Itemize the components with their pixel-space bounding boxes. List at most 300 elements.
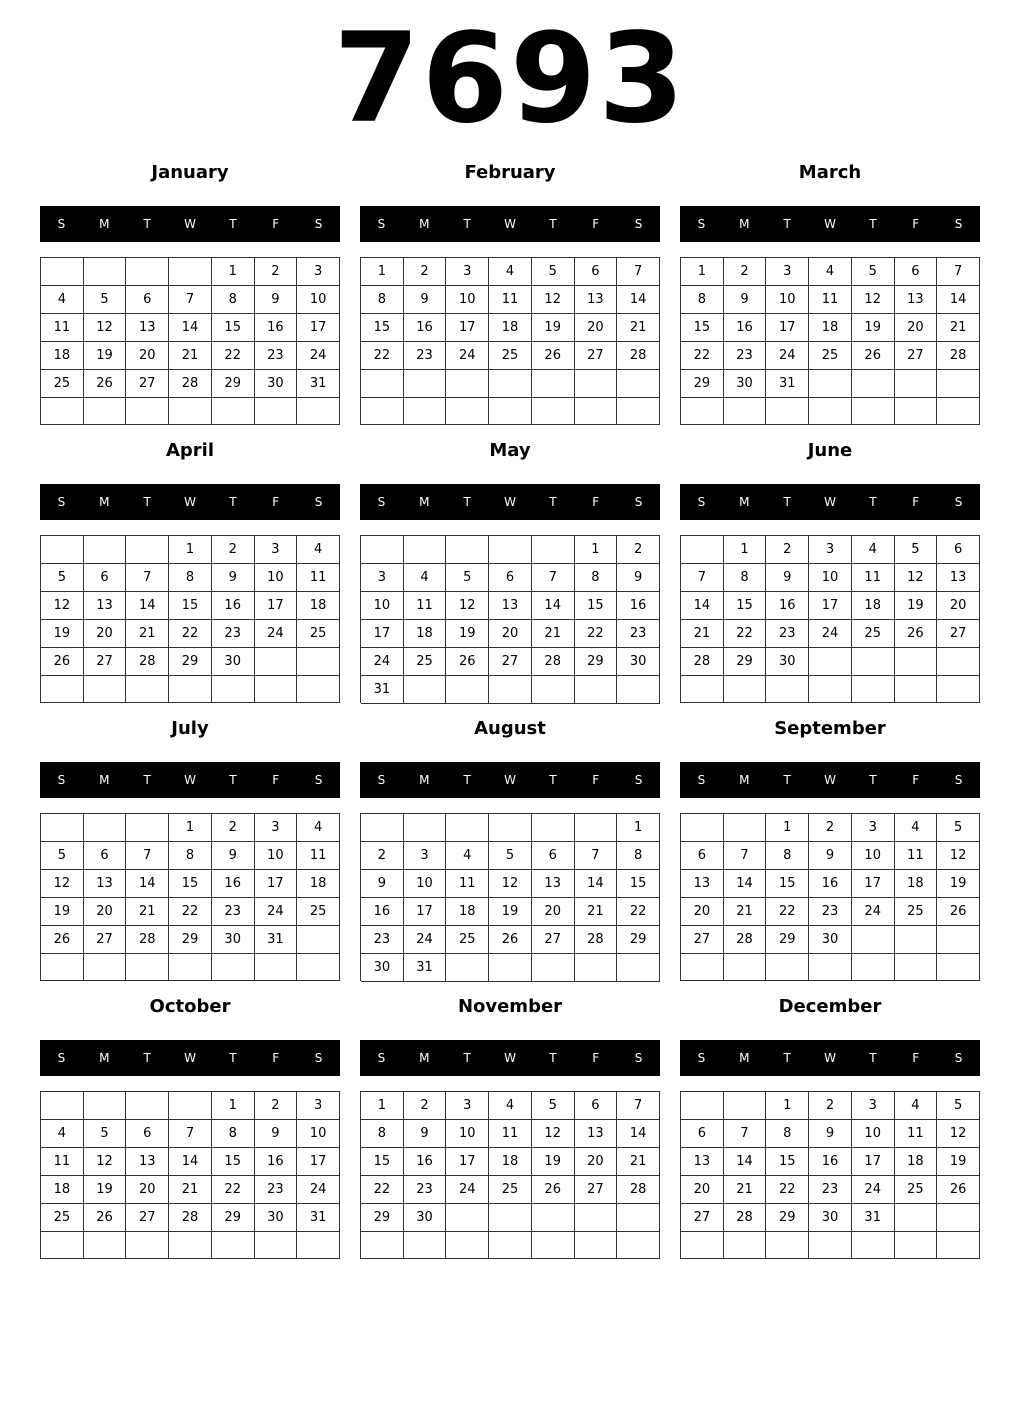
day-cell: 26 [84,1204,127,1232]
day-cell: 9 [212,842,255,870]
weekday-label: M [739,217,750,231]
empty-cell [766,676,809,703]
day-cell: 6 [575,1092,618,1120]
weekday-label: M [739,1051,750,1065]
weekday-header [40,206,340,242]
day-cell: 19 [41,898,84,926]
empty-cell [446,954,489,982]
day-cell: 5 [532,1092,575,1120]
weekday-label: S [954,217,963,231]
weekday-label: S [57,1051,66,1065]
day-cell: 6 [575,258,618,286]
day-cell: 28 [724,1204,767,1232]
weekday-label: S [314,495,323,509]
day-cell: 29 [617,926,660,954]
day-grid [360,535,660,703]
day-cell: 9 [361,870,404,898]
day-cell: 12 [446,592,489,620]
empty-cell [532,1204,575,1232]
empty-cell [41,536,84,564]
empty-cell [489,676,532,704]
day-cell: 21 [617,1148,660,1176]
day-cell: 25 [895,898,938,926]
empty-cell [297,676,340,703]
day-cell: 11 [895,842,938,870]
day-cell: 3 [852,814,895,842]
day-grid [40,1091,340,1259]
day-cell: 22 [724,620,767,648]
empty-cell [404,1232,447,1259]
weekday-label: S [954,1051,963,1065]
empty-cell [681,954,724,981]
day-cell: 27 [126,370,169,398]
day-cell: 14 [575,870,618,898]
day-cell: 31 [255,926,298,954]
day-grid [40,535,340,703]
day-cell: 11 [446,870,489,898]
weekday-label: F [272,1051,280,1065]
weekday-label: W [824,1051,836,1065]
weekday-header [360,1040,660,1076]
day-cell: 30 [724,370,767,398]
empty-cell [255,676,298,703]
day-cell: 17 [361,620,404,648]
weekday-label: M [99,217,110,231]
day-cell: 13 [489,592,532,620]
day-cell: 30 [617,648,660,676]
day-cell: 24 [255,620,298,648]
day-cell: 27 [575,342,618,370]
empty-cell [852,954,895,981]
day-cell: 23 [255,1176,298,1204]
empty-cell [895,926,938,954]
day-cell: 27 [895,342,938,370]
empty-cell [809,1232,852,1259]
day-cell: 21 [681,620,724,648]
day-cell: 26 [937,1176,980,1204]
day-cell: 21 [126,620,169,648]
day-cell: 25 [41,1204,84,1232]
day-cell: 29 [766,926,809,954]
day-cell: 16 [212,592,255,620]
day-cell: 12 [532,1120,575,1148]
day-cell: 22 [212,342,255,370]
empty-cell [532,398,575,426]
day-cell: 23 [404,342,447,370]
day-cell: 17 [446,314,489,342]
weekday-label: S [57,217,66,231]
empty-cell [937,370,980,398]
day-cell: 16 [404,314,447,342]
empty-cell [852,398,895,425]
weekday-label: S [377,773,386,787]
day-cell: 26 [532,342,575,370]
empty-cell [895,398,938,425]
empty-cell [852,648,895,676]
day-cell: 23 [617,620,660,648]
empty-cell [169,398,212,425]
weekday-header [40,762,340,798]
weekday-header [680,762,980,798]
weekday-label: F [272,217,280,231]
weekday-label: S [377,1051,386,1065]
weekday-header [680,206,980,242]
day-cell: 21 [532,620,575,648]
day-cell: 20 [126,1176,169,1204]
empty-cell [84,258,127,286]
day-cell: 30 [255,1204,298,1232]
day-cell: 1 [169,536,212,564]
weekday-label: M [99,773,110,787]
day-cell: 3 [446,1092,489,1120]
day-cell: 6 [84,564,127,592]
empty-cell [404,370,447,398]
empty-cell [937,1204,980,1232]
empty-cell [532,370,575,398]
weekday-label: S [954,495,963,509]
day-cell: 25 [489,342,532,370]
day-cell: 13 [575,1120,618,1148]
day-cell: 5 [852,258,895,286]
day-cell: 7 [681,564,724,592]
empty-cell [681,1232,724,1259]
day-cell: 31 [852,1204,895,1232]
empty-cell [297,1232,340,1259]
day-cell: 12 [84,1148,127,1176]
empty-cell [724,814,767,842]
empty-cell [169,954,212,981]
month-name: March [798,162,862,183]
day-cell: 22 [169,620,212,648]
day-cell: 22 [169,898,212,926]
day-cell: 13 [126,1148,169,1176]
empty-cell [84,398,127,425]
empty-cell [212,954,255,981]
day-cell: 15 [617,870,660,898]
day-cell: 5 [532,258,575,286]
weekday-header [680,484,980,520]
day-cell: 18 [297,870,340,898]
day-cell: 9 [809,1120,852,1148]
day-cell: 16 [404,1148,447,1176]
day-cell: 11 [404,592,447,620]
day-cell: 24 [766,342,809,370]
day-cell: 14 [126,592,169,620]
weekday-label: S [634,495,643,509]
month-name: May [489,440,531,461]
weekday-label: F [272,495,280,509]
weekday-header [680,1040,980,1076]
day-cell: 30 [766,648,809,676]
day-cell: 14 [169,314,212,342]
day-cell: 24 [852,898,895,926]
day-cell: 22 [361,1176,404,1204]
weekday-label: M [99,495,110,509]
day-cell: 5 [489,842,532,870]
day-cell: 26 [937,898,980,926]
weekday-label: T [463,217,471,231]
weekday-header [360,484,660,520]
day-cell: 5 [41,842,84,870]
empty-cell [126,398,169,425]
weekday-label: T [229,217,237,231]
day-cell: 23 [361,926,404,954]
day-cell: 3 [809,536,852,564]
day-cell: 13 [84,870,127,898]
day-cell: 30 [404,1204,447,1232]
day-cell: 25 [809,342,852,370]
day-cell: 5 [446,564,489,592]
day-cell: 21 [126,898,169,926]
empty-cell [766,398,809,425]
day-cell: 19 [446,620,489,648]
day-cell: 13 [895,286,938,314]
empty-cell [41,814,84,842]
day-cell: 6 [681,1120,724,1148]
day-cell: 7 [617,1092,660,1120]
weekday-label: T [229,495,237,509]
empty-cell [41,398,84,425]
day-cell: 19 [41,620,84,648]
day-cell: 16 [617,592,660,620]
weekday-label: S [314,217,323,231]
day-cell: 1 [681,258,724,286]
day-cell: 11 [895,1120,938,1148]
day-cell: 2 [212,814,255,842]
weekday-label: S [697,1051,706,1065]
empty-cell [489,398,532,426]
empty-cell [937,954,980,981]
day-cell: 2 [255,1092,298,1120]
weekday-label: S [697,495,706,509]
weekday-label: S [377,495,386,509]
day-cell: 13 [532,870,575,898]
day-cell: 29 [575,648,618,676]
day-cell: 2 [809,814,852,842]
weekday-label: F [912,217,920,231]
empty-cell [895,648,938,676]
weekday-label: W [184,773,196,787]
day-cell: 11 [41,1148,84,1176]
day-cell: 24 [255,898,298,926]
day-cell: 22 [681,342,724,370]
day-cell: 11 [297,564,340,592]
day-cell: 13 [937,564,980,592]
day-cell: 26 [895,620,938,648]
empty-cell [126,954,169,981]
empty-cell [937,676,980,703]
weekday-label: T [549,217,557,231]
empty-cell [404,676,447,704]
weekday-label: W [824,773,836,787]
day-cell: 6 [937,536,980,564]
day-cell: 24 [361,648,404,676]
weekday-label: S [57,495,66,509]
empty-cell [852,926,895,954]
day-cell: 12 [852,286,895,314]
day-cell: 15 [169,870,212,898]
day-cell: 28 [169,370,212,398]
day-cell: 20 [84,898,127,926]
day-cell: 10 [809,564,852,592]
weekday-label: S [314,773,323,787]
empty-cell [724,1092,767,1120]
weekday-label: F [912,495,920,509]
empty-cell [446,370,489,398]
empty-cell [681,398,724,425]
empty-cell [809,398,852,425]
day-cell: 7 [126,564,169,592]
day-cell: 12 [937,842,980,870]
day-cell: 20 [575,314,618,342]
empty-cell [532,954,575,982]
empty-cell [575,814,618,842]
weekday-header [360,206,660,242]
weekday-header [40,484,340,520]
day-cell: 1 [212,258,255,286]
day-cell: 11 [852,564,895,592]
day-cell: 20 [575,1148,618,1176]
day-cell: 18 [809,314,852,342]
day-cell: 18 [895,1148,938,1176]
empty-cell [41,954,84,981]
day-cell: 23 [766,620,809,648]
empty-cell [489,370,532,398]
day-cell: 18 [41,1176,84,1204]
day-cell: 4 [446,842,489,870]
day-cell: 16 [809,1148,852,1176]
day-cell: 8 [212,286,255,314]
empty-cell [724,398,767,425]
day-cell: 2 [404,258,447,286]
day-cell: 14 [617,286,660,314]
weekday-label: M [739,495,750,509]
weekday-header [40,1040,340,1076]
day-cell: 9 [255,1120,298,1148]
day-cell: 17 [255,870,298,898]
empty-cell [126,536,169,564]
day-cell: 15 [212,314,255,342]
empty-cell [532,814,575,842]
day-cell: 28 [575,926,618,954]
empty-cell [575,1232,618,1259]
day-cell: 8 [681,286,724,314]
day-cell: 15 [681,314,724,342]
empty-cell [361,370,404,398]
empty-cell [84,1092,127,1120]
day-cell: 1 [724,536,767,564]
day-cell: 22 [575,620,618,648]
day-cell: 15 [575,592,618,620]
day-cell: 25 [404,648,447,676]
day-cell: 27 [84,926,127,954]
empty-cell [724,676,767,703]
empty-cell [255,648,298,676]
day-cell: 1 [766,1092,809,1120]
empty-cell [895,954,938,981]
day-cell: 14 [169,1148,212,1176]
day-cell: 2 [617,536,660,564]
day-cell: 8 [617,842,660,870]
weekday-label: W [184,217,196,231]
day-cell: 20 [681,898,724,926]
day-cell: 29 [169,648,212,676]
day-cell: 29 [361,1204,404,1232]
empty-cell [489,536,532,564]
day-cell: 28 [617,1176,660,1204]
day-grid [40,813,340,981]
empty-cell [446,398,489,426]
day-cell: 16 [724,314,767,342]
empty-cell [617,398,660,426]
empty-cell [809,370,852,398]
day-cell: 12 [84,314,127,342]
day-cell: 1 [361,1092,404,1120]
weekday-label: T [229,1051,237,1065]
weekday-label: T [869,217,877,231]
day-cell: 3 [255,814,298,842]
day-cell: 16 [255,314,298,342]
day-cell: 25 [489,1176,532,1204]
day-cell: 13 [681,1148,724,1176]
day-cell: 4 [297,536,340,564]
day-cell: 23 [809,1176,852,1204]
empty-cell [84,814,127,842]
day-cell: 8 [575,564,618,592]
day-cell: 29 [169,926,212,954]
day-cell: 17 [404,898,447,926]
empty-cell [937,648,980,676]
day-cell: 15 [724,592,767,620]
weekday-label: F [912,773,920,787]
month-name: January [151,162,229,183]
day-cell: 27 [532,926,575,954]
day-cell: 11 [489,286,532,314]
day-cell: 9 [766,564,809,592]
day-cell: 19 [852,314,895,342]
day-cell: 29 [724,648,767,676]
day-cell: 7 [575,842,618,870]
empty-cell [617,370,660,398]
empty-cell [489,814,532,842]
day-cell: 12 [41,870,84,898]
empty-cell [532,676,575,704]
empty-cell [297,926,340,954]
day-cell: 25 [446,926,489,954]
day-cell: 23 [212,898,255,926]
day-cell: 15 [361,314,404,342]
day-cell: 20 [126,342,169,370]
day-cell: 18 [895,870,938,898]
day-cell: 12 [41,592,84,620]
weekday-label: S [314,1051,323,1065]
year-title: 7693 [333,7,687,151]
day-cell: 4 [895,1092,938,1120]
day-cell: 17 [446,1148,489,1176]
empty-cell [809,648,852,676]
empty-cell [297,954,340,981]
weekday-label: S [954,773,963,787]
empty-cell [126,814,169,842]
empty-cell [84,1232,127,1259]
day-cell: 30 [361,954,404,982]
empty-cell [489,954,532,982]
day-cell: 4 [404,564,447,592]
day-cell: 29 [212,370,255,398]
weekday-label: T [143,495,151,509]
empty-cell [575,1204,618,1232]
day-cell: 15 [766,1148,809,1176]
